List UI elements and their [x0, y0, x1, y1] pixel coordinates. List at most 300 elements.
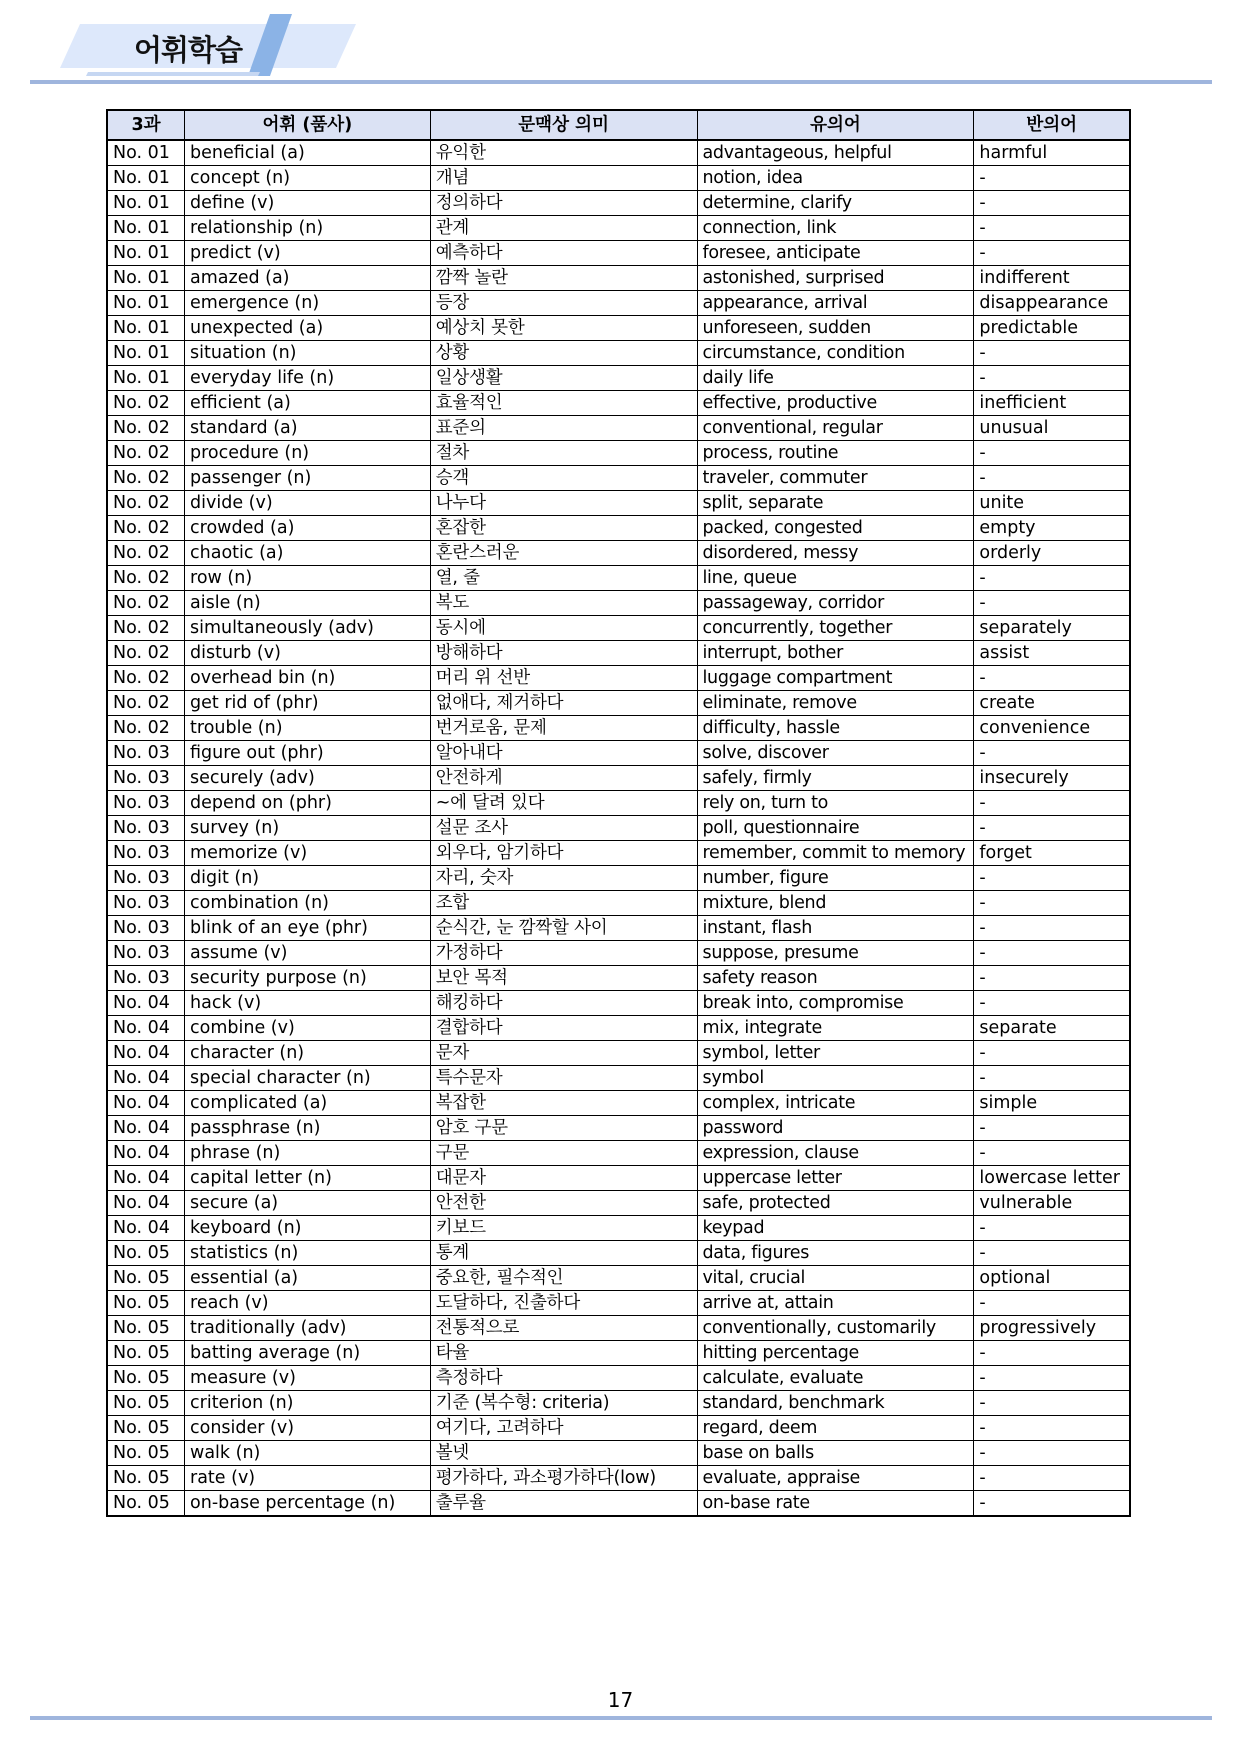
word-cell: assume (v): [185, 941, 431, 966]
lesson-cell: No. 02: [107, 541, 185, 566]
synonym-cell: connection, link: [697, 216, 974, 241]
meaning-cell: 머리 위 선반: [430, 666, 697, 691]
lesson-cell: No. 01: [107, 241, 185, 266]
antonym-cell: inefficient: [974, 391, 1130, 416]
table-row: [107, 1441, 1130, 1466]
table-row: [107, 266, 1130, 291]
synonym-cell: on-base rate: [697, 1491, 974, 1517]
meaning-cell: 전통적으로: [430, 1316, 697, 1341]
meaning-cell: 상황: [430, 341, 697, 366]
lesson-cell: No. 02: [107, 516, 185, 541]
antonym-cell: separate: [974, 1016, 1130, 1041]
antonym-cell: -: [974, 1141, 1130, 1166]
synonym-cell: number, figure: [697, 866, 974, 891]
word-cell: combination (n): [185, 891, 431, 916]
synonym-cell: hitting percentage: [697, 1341, 974, 1366]
meaning-cell: 조합: [430, 891, 697, 916]
antonym-cell: -: [974, 216, 1130, 241]
meaning-cell: 암호 구문: [430, 1116, 697, 1141]
lesson-cell: No. 03: [107, 791, 185, 816]
word-cell: special character (n): [185, 1066, 431, 1091]
meaning-cell: 혼잡한: [430, 516, 697, 541]
word-cell: combine (v): [185, 1016, 431, 1041]
antonym-cell: vulnerable: [974, 1191, 1130, 1216]
word-cell: emergence (n): [185, 291, 431, 316]
meaning-cell: 안전하게: [430, 766, 697, 791]
word-cell: essential (a): [185, 1266, 431, 1291]
antonym-cell: -: [974, 741, 1130, 766]
antonym-cell: -: [974, 866, 1130, 891]
column-header-word: 어휘 (품사): [185, 110, 431, 140]
lesson-cell: No. 02: [107, 616, 185, 641]
table-row: [107, 1466, 1130, 1491]
column-header-lesson: 3과: [107, 110, 185, 140]
antonym-cell: -: [974, 966, 1130, 991]
antonym-cell: insecurely: [974, 766, 1130, 791]
synonym-cell: interrupt, bother: [697, 641, 974, 666]
lesson-cell: No. 01: [107, 291, 185, 316]
synonym-cell: disordered, messy: [697, 541, 974, 566]
lesson-cell: No. 04: [107, 1041, 185, 1066]
meaning-cell: 기준 (복수형: criteria): [430, 1391, 697, 1416]
synonym-cell: rely on, turn to: [697, 791, 974, 816]
antonym-cell: -: [974, 566, 1130, 591]
synonym-cell: evaluate, appraise: [697, 1466, 974, 1491]
word-cell: predict (v): [185, 241, 431, 266]
word-cell: concept (n): [185, 166, 431, 191]
synonym-cell: instant, flash: [697, 916, 974, 941]
antonym-cell: -: [974, 1466, 1130, 1491]
top-divider: [30, 80, 1212, 84]
synonym-cell: symbol, letter: [697, 1041, 974, 1066]
synonym-cell: poll, questionnaire: [697, 816, 974, 841]
word-cell: batting average (n): [185, 1341, 431, 1366]
word-cell: measure (v): [185, 1366, 431, 1391]
lesson-cell: No. 01: [107, 216, 185, 241]
lesson-cell: No. 03: [107, 766, 185, 791]
synonym-cell: vital, crucial: [697, 1266, 974, 1291]
table-row: [107, 391, 1130, 416]
word-cell: complicated (a): [185, 1091, 431, 1116]
word-cell: reach (v): [185, 1291, 431, 1316]
synonym-cell: safely, firmly: [697, 766, 974, 791]
synonym-cell: luggage compartment: [697, 666, 974, 691]
antonym-cell: -: [974, 1216, 1130, 1241]
word-cell: trouble (n): [185, 716, 431, 741]
antonym-cell: -: [974, 1341, 1130, 1366]
table-row: [107, 791, 1130, 816]
antonym-cell: -: [974, 791, 1130, 816]
table-row: [107, 641, 1130, 666]
meaning-cell: 표준의: [430, 416, 697, 441]
lesson-cell: No. 05: [107, 1316, 185, 1341]
table-row: [107, 1016, 1130, 1041]
table-row: [107, 1266, 1130, 1291]
table-row: [107, 216, 1130, 241]
lesson-cell: No. 04: [107, 1016, 185, 1041]
table-row: [107, 1341, 1130, 1366]
word-cell: relationship (n): [185, 216, 431, 241]
antonym-cell: -: [974, 1491, 1130, 1517]
table-row: [107, 491, 1130, 516]
word-cell: passphrase (n): [185, 1116, 431, 1141]
synonym-cell: standard, benchmark: [697, 1391, 974, 1416]
page-title: 어휘학습: [134, 33, 243, 67]
antonym-cell: -: [974, 366, 1130, 391]
antonym-cell: unite: [974, 491, 1130, 516]
table-row: [107, 1116, 1130, 1141]
synonym-cell: passageway, corridor: [697, 591, 974, 616]
table-row: [107, 166, 1130, 191]
synonym-cell: determine, clarify: [697, 191, 974, 216]
meaning-cell: 등장: [430, 291, 697, 316]
word-cell: blink of an eye (phr): [185, 916, 431, 941]
synonym-cell: complex, intricate: [697, 1091, 974, 1116]
synonym-cell: mixture, blend: [697, 891, 974, 916]
antonym-cell: -: [974, 1241, 1130, 1266]
lesson-cell: No. 05: [107, 1291, 185, 1316]
synonym-cell: line, queue: [697, 566, 974, 591]
antonym-cell: -: [974, 191, 1130, 216]
word-cell: security purpose (n): [185, 966, 431, 991]
synonym-cell: regard, deem: [697, 1416, 974, 1441]
meaning-cell: 개념: [430, 166, 697, 191]
meaning-cell: 측정하다: [430, 1366, 697, 1391]
lesson-cell: No. 01: [107, 166, 185, 191]
table-row: [107, 341, 1130, 366]
antonym-cell: empty: [974, 516, 1130, 541]
antonym-cell: -: [974, 891, 1130, 916]
table-row: [107, 691, 1130, 716]
word-cell: define (v): [185, 191, 431, 216]
table-row: [107, 1416, 1130, 1441]
word-cell: memorize (v): [185, 841, 431, 866]
meaning-cell: 순식간, 눈 깜짝할 사이: [430, 916, 697, 941]
synonym-cell: mix, integrate: [697, 1016, 974, 1041]
lesson-cell: No. 02: [107, 591, 185, 616]
synonym-cell: suppose, presume: [697, 941, 974, 966]
table-row: [107, 991, 1130, 1016]
word-cell: statistics (n): [185, 1241, 431, 1266]
synonym-cell: keypad: [697, 1216, 974, 1241]
column-header-antonym: 반의어: [974, 110, 1130, 140]
synonym-cell: concurrently, together: [697, 616, 974, 641]
antonym-cell: -: [974, 441, 1130, 466]
antonym-cell: -: [974, 1366, 1130, 1391]
synonym-cell: appearance, arrival: [697, 291, 974, 316]
antonym-cell: separately: [974, 616, 1130, 641]
meaning-cell: 효율적인: [430, 391, 697, 416]
antonym-cell: -: [974, 166, 1130, 191]
meaning-cell: 볼넷: [430, 1441, 697, 1466]
meaning-cell: 없애다, 제거하다: [430, 691, 697, 716]
meaning-cell: 키보드: [430, 1216, 697, 1241]
lesson-cell: No. 04: [107, 1166, 185, 1191]
synonym-cell: safe, protected: [697, 1191, 974, 1216]
meaning-cell: 깜짝 놀란: [430, 266, 697, 291]
lesson-cell: No. 03: [107, 891, 185, 916]
table-row: [107, 966, 1130, 991]
meaning-cell: 문자: [430, 1041, 697, 1066]
synonym-cell: packed, congested: [697, 516, 974, 541]
antonym-cell: harmful: [974, 140, 1130, 166]
page-number: 17: [607, 1688, 634, 1712]
antonym-cell: lowercase letter: [974, 1166, 1130, 1191]
word-cell: beneficial (a): [185, 140, 431, 166]
antonym-cell: -: [974, 1066, 1130, 1091]
antonym-cell: -: [974, 1116, 1130, 1141]
synonym-cell: daily life: [697, 366, 974, 391]
antonym-cell: indifferent: [974, 266, 1130, 291]
table-row: [107, 1291, 1130, 1316]
vocabulary-table: [106, 109, 1131, 1517]
synonym-cell: unforeseen, sudden: [697, 316, 974, 341]
table-row: [107, 1141, 1130, 1166]
antonym-cell: -: [974, 1416, 1130, 1441]
lesson-cell: No. 05: [107, 1391, 185, 1416]
bottom-divider: [30, 1716, 1212, 1720]
table-row: [107, 941, 1130, 966]
meaning-cell: ~에 달려 있다: [430, 791, 697, 816]
lesson-cell: No. 04: [107, 1216, 185, 1241]
antonym-cell: -: [974, 591, 1130, 616]
lesson-cell: No. 02: [107, 691, 185, 716]
table-row: [107, 866, 1130, 891]
meaning-cell: 유익한: [430, 140, 697, 166]
meaning-cell: 대문자: [430, 1166, 697, 1191]
synonym-cell: remember, commit to memory: [697, 841, 974, 866]
synonym-cell: break into, compromise: [697, 991, 974, 1016]
synonym-cell: base on balls: [697, 1441, 974, 1466]
antonym-cell: optional: [974, 1266, 1130, 1291]
meaning-cell: 승객: [430, 466, 697, 491]
word-cell: procedure (n): [185, 441, 431, 466]
table-row: [107, 816, 1130, 841]
antonym-cell: create: [974, 691, 1130, 716]
antonym-cell: disappearance: [974, 291, 1130, 316]
lesson-cell: No. 02: [107, 666, 185, 691]
word-cell: secure (a): [185, 1191, 431, 1216]
word-cell: capital letter (n): [185, 1166, 431, 1191]
lesson-cell: No. 03: [107, 841, 185, 866]
meaning-cell: 결합하다: [430, 1016, 697, 1041]
table-row: [107, 1316, 1130, 1341]
antonym-cell: -: [974, 1441, 1130, 1466]
table-header-row: [107, 110, 1130, 140]
table-row: [107, 1191, 1130, 1216]
word-cell: keyboard (n): [185, 1216, 431, 1241]
synonym-cell: solve, discover: [697, 741, 974, 766]
word-cell: amazed (a): [185, 266, 431, 291]
lesson-cell: No. 04: [107, 1066, 185, 1091]
synonym-cell: split, separate: [697, 491, 974, 516]
word-cell: passenger (n): [185, 466, 431, 491]
synonym-cell: foresee, anticipate: [697, 241, 974, 266]
word-cell: figure out (phr): [185, 741, 431, 766]
table-row: [107, 1216, 1130, 1241]
word-cell: crowded (a): [185, 516, 431, 541]
table-row: [107, 441, 1130, 466]
lesson-cell: No. 04: [107, 1116, 185, 1141]
meaning-cell: 평가하다, 과소평가하다(low): [430, 1466, 697, 1491]
table-row: [107, 516, 1130, 541]
lesson-cell: No. 02: [107, 391, 185, 416]
antonym-cell: orderly: [974, 541, 1130, 566]
lesson-cell: No. 04: [107, 1091, 185, 1116]
lesson-cell: No. 02: [107, 566, 185, 591]
table-row: [107, 416, 1130, 441]
word-cell: survey (n): [185, 816, 431, 841]
table-row: [107, 1091, 1130, 1116]
word-cell: depend on (phr): [185, 791, 431, 816]
synonym-cell: notion, idea: [697, 166, 974, 191]
table-row: [107, 891, 1130, 916]
synonym-cell: data, figures: [697, 1241, 974, 1266]
lesson-cell: No. 04: [107, 991, 185, 1016]
synonym-cell: effective, productive: [697, 391, 974, 416]
word-cell: situation (n): [185, 341, 431, 366]
lesson-cell: No. 04: [107, 1191, 185, 1216]
antonym-cell: -: [974, 941, 1130, 966]
table-row: [107, 616, 1130, 641]
table-row: [107, 466, 1130, 491]
meaning-cell: 여기다, 고려하다: [430, 1416, 697, 1441]
table-row: [107, 1241, 1130, 1266]
meaning-cell: 가정하다: [430, 941, 697, 966]
word-cell: get rid of (phr): [185, 691, 431, 716]
meaning-cell: 정의하다: [430, 191, 697, 216]
table-row: [107, 1391, 1130, 1416]
table-row: [107, 591, 1130, 616]
table-row: [107, 191, 1130, 216]
synonym-cell: expression, clause: [697, 1141, 974, 1166]
table-row: [107, 666, 1130, 691]
table-row: [107, 140, 1130, 166]
meaning-cell: 출루율: [430, 1491, 697, 1517]
meaning-cell: 방해하다: [430, 641, 697, 666]
word-cell: standard (a): [185, 416, 431, 441]
meaning-cell: 복잡한: [430, 1091, 697, 1116]
lesson-cell: No. 04: [107, 1141, 185, 1166]
lesson-cell: No. 03: [107, 941, 185, 966]
antonym-cell: simple: [974, 1091, 1130, 1116]
word-cell: criterion (n): [185, 1391, 431, 1416]
lesson-cell: No. 01: [107, 341, 185, 366]
meaning-cell: 관계: [430, 216, 697, 241]
word-cell: consider (v): [185, 1416, 431, 1441]
synonym-cell: conventional, regular: [697, 416, 974, 441]
lesson-cell: No. 01: [107, 266, 185, 291]
table-row: [107, 541, 1130, 566]
lesson-cell: No. 01: [107, 140, 185, 166]
synonym-cell: safety reason: [697, 966, 974, 991]
section-banner: [60, 14, 356, 76]
lesson-cell: No. 05: [107, 1266, 185, 1291]
lesson-cell: No. 02: [107, 491, 185, 516]
antonym-cell: assist: [974, 641, 1130, 666]
meaning-cell: 중요한, 필수적인: [430, 1266, 697, 1291]
meaning-cell: 안전한: [430, 1191, 697, 1216]
synonym-cell: arrive at, attain: [697, 1291, 974, 1316]
synonym-cell: conventionally, customarily: [697, 1316, 974, 1341]
word-cell: overhead bin (n): [185, 666, 431, 691]
meaning-cell: 동시에: [430, 616, 697, 641]
lesson-cell: No. 05: [107, 1441, 185, 1466]
table-row: [107, 1041, 1130, 1066]
lesson-cell: No. 02: [107, 466, 185, 491]
antonym-cell: progressively: [974, 1316, 1130, 1341]
meaning-cell: 해킹하다: [430, 991, 697, 1016]
table-row: [107, 1491, 1130, 1517]
table-row: [107, 241, 1130, 266]
lesson-cell: No. 05: [107, 1416, 185, 1441]
antonym-cell: -: [974, 991, 1130, 1016]
antonym-cell: unusual: [974, 416, 1130, 441]
meaning-cell: 예측하다: [430, 241, 697, 266]
lesson-cell: No. 02: [107, 441, 185, 466]
word-cell: rate (v): [185, 1466, 431, 1491]
lesson-cell: No. 05: [107, 1366, 185, 1391]
table-row: [107, 766, 1130, 791]
word-cell: unexpected (a): [185, 316, 431, 341]
table-row: [107, 366, 1130, 391]
lesson-cell: No. 02: [107, 416, 185, 441]
antonym-cell: -: [974, 916, 1130, 941]
word-cell: walk (n): [185, 1441, 431, 1466]
synonym-cell: process, routine: [697, 441, 974, 466]
word-cell: disturb (v): [185, 641, 431, 666]
meaning-cell: 나누다: [430, 491, 697, 516]
table-row: [107, 916, 1130, 941]
table-row: [107, 1166, 1130, 1191]
meaning-cell: 예상치 못한: [430, 316, 697, 341]
meaning-cell: 보안 목적: [430, 966, 697, 991]
word-cell: simultaneously (adv): [185, 616, 431, 641]
antonym-cell: -: [974, 1391, 1130, 1416]
synonym-cell: symbol: [697, 1066, 974, 1091]
table-row: [107, 1366, 1130, 1391]
antonym-cell: predictable: [974, 316, 1130, 341]
lesson-cell: No. 05: [107, 1491, 185, 1517]
word-cell: aisle (n): [185, 591, 431, 616]
word-cell: on-base percentage (n): [185, 1491, 431, 1517]
synonym-cell: advantageous, helpful: [697, 140, 974, 166]
meaning-cell: 일상생활: [430, 366, 697, 391]
antonym-cell: -: [974, 341, 1130, 366]
table-body: [107, 140, 1130, 1516]
meaning-cell: 통계: [430, 1241, 697, 1266]
antonym-cell: -: [974, 241, 1130, 266]
lesson-cell: No. 01: [107, 366, 185, 391]
lesson-cell: No. 02: [107, 641, 185, 666]
column-header-synonym: 유의어: [697, 110, 974, 140]
antonym-cell: -: [974, 1041, 1130, 1066]
word-cell: digit (n): [185, 866, 431, 891]
antonym-cell: -: [974, 466, 1130, 491]
word-cell: hack (v): [185, 991, 431, 1016]
word-cell: divide (v): [185, 491, 431, 516]
synonym-cell: difficulty, hassle: [697, 716, 974, 741]
meaning-cell: 열, 줄: [430, 566, 697, 591]
synonym-cell: calculate, evaluate: [697, 1366, 974, 1391]
synonym-cell: password: [697, 1116, 974, 1141]
meaning-cell: 구문: [430, 1141, 697, 1166]
word-cell: traditionally (adv): [185, 1316, 431, 1341]
antonym-cell: forget: [974, 841, 1130, 866]
meaning-cell: 혼란스러운: [430, 541, 697, 566]
table-row: [107, 316, 1130, 341]
word-cell: efficient (a): [185, 391, 431, 416]
